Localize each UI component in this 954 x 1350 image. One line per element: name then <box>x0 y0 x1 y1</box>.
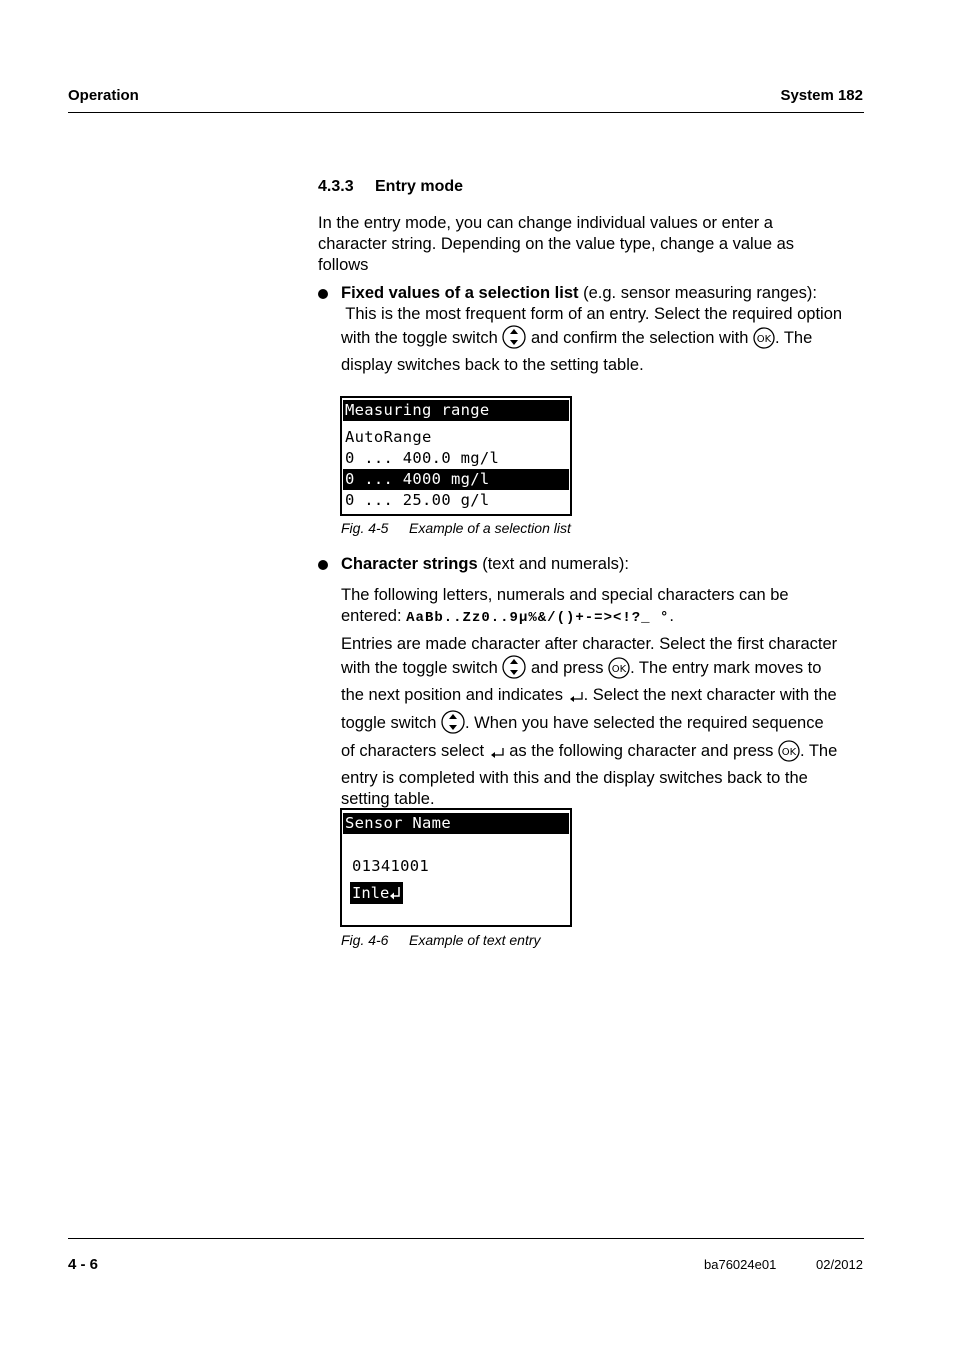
text-line <box>341 685 866 710</box>
text-fragment: with the toggle switch <box>341 659 503 677</box>
text-fragment: toggle switch <box>341 714 441 732</box>
figure-caption-text: Example of text entry <box>409 932 541 948</box>
footer-rule <box>68 1238 864 1239</box>
text-line: This is the most frequent form of an entry. Select the required option <box>341 305 843 323</box>
text-fragment: . <box>669 607 674 625</box>
text-line <box>341 606 866 629</box>
text-line <box>341 325 866 355</box>
text-line <box>341 655 866 685</box>
text-fragment: entered: <box>341 607 407 625</box>
text-fragment: . Select the next character with the <box>583 686 837 704</box>
intro-paragraph <box>318 213 794 276</box>
section-heading: Entry mode <box>375 178 464 195</box>
document-id: ba76024e01 <box>704 1257 777 1272</box>
ok-key-icon <box>778 740 800 768</box>
text-fragment: and confirm the selection with <box>526 329 753 347</box>
text-line: The following letters, numerals and special characters can be <box>341 586 789 604</box>
text-line: setting table. <box>341 790 435 808</box>
text-fragment: . The entry mark moves to <box>630 659 822 677</box>
lcd-title-row: Sensor Name <box>343 813 569 834</box>
bullet-selection-list <box>341 283 866 376</box>
allowed-characters-paragraph <box>341 585 866 629</box>
header-right: System 182 <box>780 87 863 104</box>
figure-number: Fig. 4-6 <box>341 932 389 948</box>
intro-line: In the entry mode, you can change individual values or enter a <box>318 214 773 232</box>
bullet-heading-rest: (e.g. sensor measuring ranges): <box>578 284 817 302</box>
text-line: entry is completed with this and the display switches back to the <box>341 769 808 787</box>
lcd-value-row: 01341001 <box>352 857 430 875</box>
bullet-dot <box>318 289 328 299</box>
enter-mark-icon <box>389 885 401 907</box>
text-fragment: of characters select <box>341 742 489 760</box>
header-rule <box>68 112 864 113</box>
figure-caption <box>341 520 571 536</box>
lcd-entry-field <box>350 882 403 904</box>
text-line: Entries are made character after character. Select the first character <box>341 635 838 653</box>
text-line <box>341 740 866 768</box>
text-fragment: . The <box>774 329 813 347</box>
toggle-switch-icon <box>502 655 526 685</box>
text-fragment: the next position and indicates <box>341 686 568 704</box>
lcd-option-row: 0 ... 400.0 mg/l <box>345 449 500 467</box>
svg-text:OK: OK <box>611 664 627 675</box>
toggle-switch-icon <box>441 710 465 740</box>
page-number: 4 - 6 <box>68 1256 99 1273</box>
text-fragment: and press <box>526 659 609 677</box>
lcd-option-row: 0 ... 25.00 g/l <box>345 491 490 509</box>
lcd-entry-text: Inle <box>352 884 390 902</box>
text-fragment: with the toggle switch <box>341 329 503 347</box>
lcd-title-row: Measuring range <box>343 400 569 421</box>
svg-text:OK: OK <box>781 747 797 758</box>
bullet-character-strings <box>341 554 866 575</box>
ok-key-icon <box>608 657 630 685</box>
text-line <box>341 710 866 740</box>
intro-line: character string. Depending on the value type, change a value as <box>318 235 795 253</box>
enter-mark-icon <box>568 689 584 710</box>
ok-key-icon <box>753 327 775 355</box>
section-number: 4.3.3 <box>318 178 354 195</box>
text-fragment: . The <box>799 742 838 760</box>
figure-number: Fig. 4-5 <box>341 520 389 536</box>
lcd-option-row: AutoRange <box>345 428 432 446</box>
svg-text:OK: OK <box>756 334 772 345</box>
lcd-selection-list <box>340 396 572 516</box>
section-title <box>318 178 463 196</box>
header-left: Operation <box>68 87 139 104</box>
bullet-heading: Character strings <box>341 555 478 573</box>
bullet-heading-rest: (text and numerals): <box>477 555 629 573</box>
text-fragment: . When you have selected the required sequence <box>464 714 824 732</box>
document-date: 02/2012 <box>816 1257 863 1272</box>
allowed-characters: AaBb..Zz0..9µ%&/()+-=><!?_ ° <box>406 610 670 626</box>
text-line: display switches back to the setting table. <box>341 356 644 374</box>
lcd-selected-option-row: 0 ... 4000 mg/l <box>343 469 569 490</box>
bullet-dot <box>318 560 328 570</box>
figure-caption <box>341 932 541 948</box>
entry-procedure-paragraph <box>341 634 866 810</box>
text-fragment: as the following character and press <box>504 742 778 760</box>
bullet-heading: Fixed values of a selection list <box>341 284 579 302</box>
intro-line: follows <box>318 256 369 274</box>
figure-caption-text: Example of a selection list <box>409 520 571 536</box>
toggle-switch-icon <box>502 325 526 355</box>
lcd-text-entry <box>340 808 572 927</box>
enter-mark-icon <box>489 745 505 766</box>
